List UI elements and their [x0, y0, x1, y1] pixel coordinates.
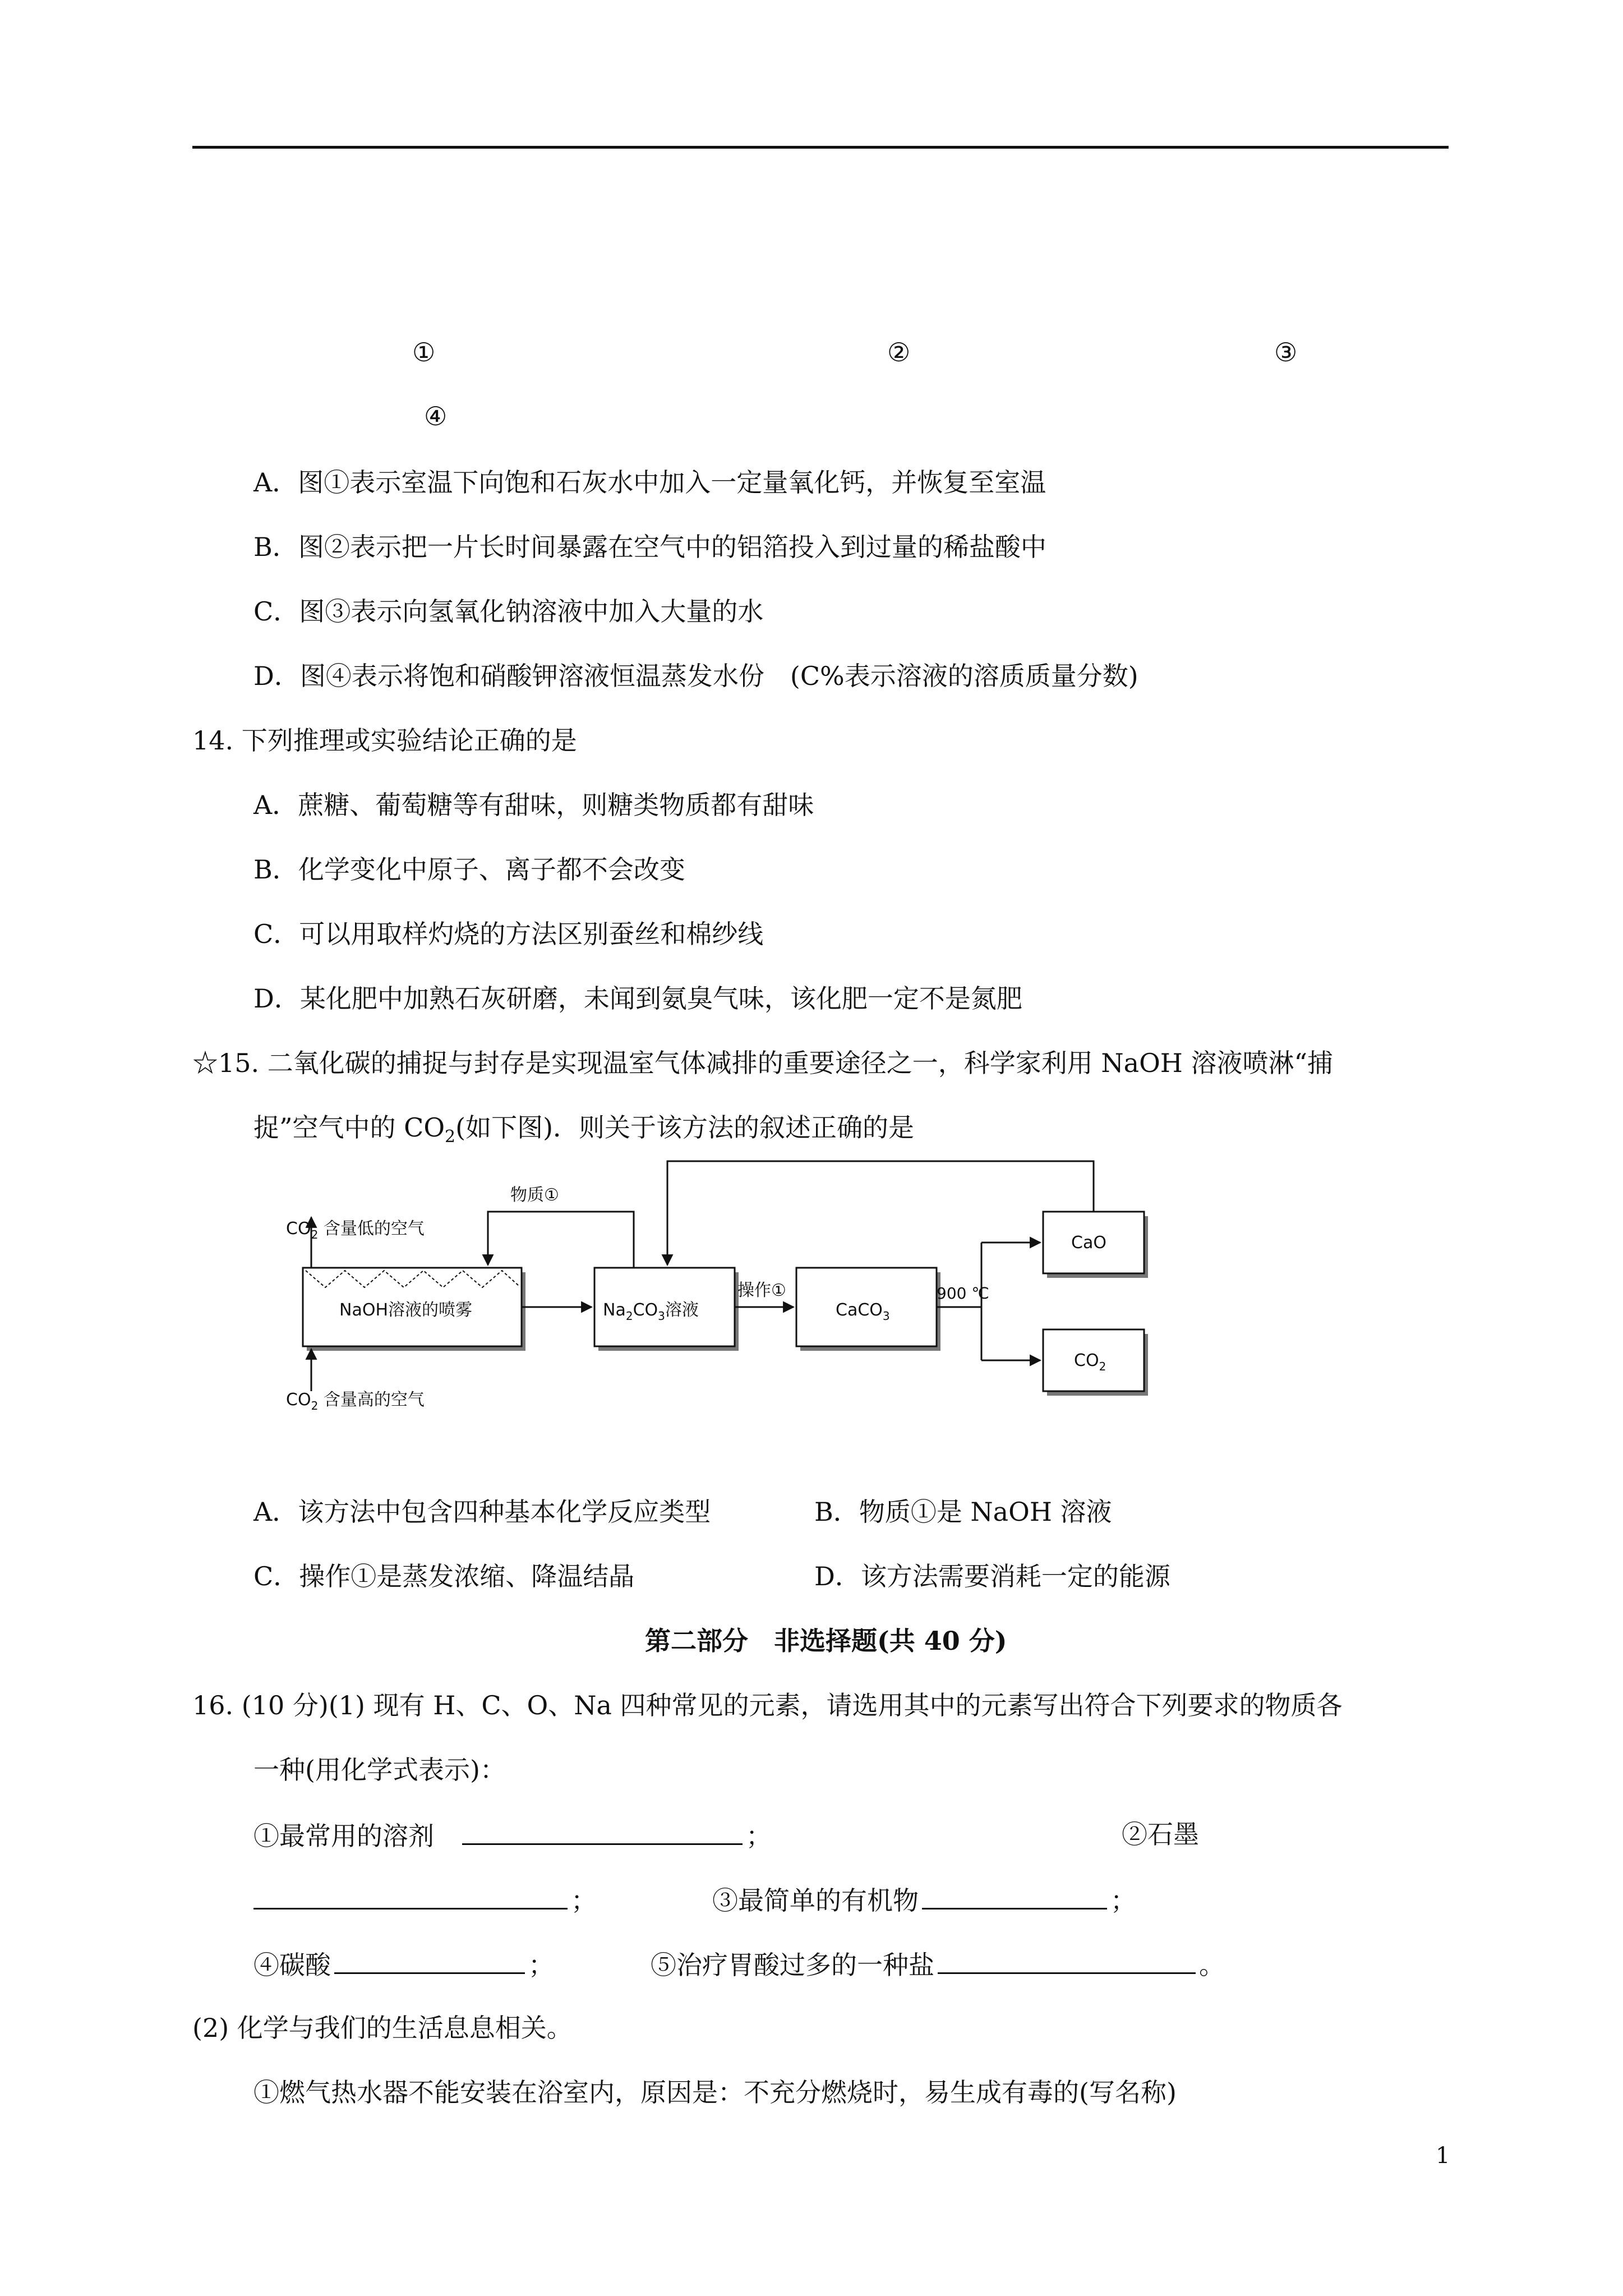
q16-line1: 16. (10 分)(1) 现有 H、C、O、Na 四种常见的元素，请选用其中的元素写出符合下列要求的物质各	[192, 1690, 1343, 1720]
q14-stem: 14. 下列推理或实验结论正确的是	[192, 725, 577, 756]
q15-option-b: B．物质①是 NaOH 溶液	[814, 1497, 1112, 1527]
q16-item2: ②石墨	[1122, 1819, 1199, 1849]
co2-product-label: $CO_2$	[1074, 1351, 1106, 1373]
substance1-label: 物质①	[510, 1185, 559, 1205]
graph-label-1: ①	[412, 337, 436, 367]
q16-item4: ④碳酸 ；	[253, 1947, 554, 1982]
na2co3-label: $Na_2CO_3$溶液	[603, 1300, 699, 1323]
graph-label-3: ③	[1274, 337, 1298, 367]
co2-capture-flow-diagram	[264, 1156, 1161, 1419]
q15-option-c: C．操作①是蒸发浓缩、降温结晶	[253, 1561, 635, 1591]
q16-line2: 一种(用化学式表示)：	[253, 1755, 506, 1785]
low-co2-air-label: $CO_2$ 含量低的空气	[286, 1219, 425, 1241]
q14-option-b: B．化学变化中原子、离子都不会改变	[253, 854, 685, 885]
q13-option-c: C．图③表示向氢氧化钠溶液中加入大量的水	[253, 596, 764, 627]
q16-part2-label: (2) 化学与我们的生活息息相关。	[192, 2013, 573, 2043]
answer-blank[interactable]	[938, 1947, 1196, 1974]
q15-stem-line2: 捉”空气中的 $CO_2$(如下图)．则关于该方法的叙述正确的是	[253, 1112, 915, 1147]
q14-option-d: D．某化肥中加熟石灰研磨，未闻到氨臭气味，该化肥一定不是氮肥	[253, 983, 1022, 1014]
q15-option-a: A．该方法中包含四种基本化学反应类型	[253, 1497, 711, 1527]
q15-stem-line1: ☆15. 二氧化碳的捕捉与封存是实现温室气体减排的重要途径之一，科学家利用 NaOH 溶液喷淋“捕	[192, 1048, 1334, 1078]
caco3-label: CaCO$_3$	[836, 1300, 890, 1323]
q16-item5: ⑤治疗胃酸过多的一种盐 。	[651, 1947, 1225, 1982]
q16-item3: ③最简单的有机物 ；	[712, 1882, 1136, 1917]
naoh-spray-label: NaOH溶液的喷雾	[339, 1300, 472, 1320]
temperature-label: 900 ℃	[937, 1284, 989, 1303]
q16-item1: ①最常用的溶剂 ；	[253, 1818, 772, 1853]
q14-option-c: C．可以用取样灼烧的方法区别蚕丝和棉纱线	[253, 919, 764, 949]
answer-blank[interactable]	[462, 1818, 743, 1845]
high-co2-air-label: $CO_2$ 含量高的空气	[286, 1390, 425, 1412]
answer-blank[interactable]	[334, 1947, 525, 1974]
answer-blank[interactable]	[253, 1882, 568, 1910]
cao-label: CaO	[1071, 1233, 1106, 1253]
header-rule	[192, 146, 1449, 149]
q13-option-b: B．图②表示把一片长时间暴露在空气中的铝箔投入到过量的稀盐酸中	[253, 532, 1046, 562]
q16-item2-answer: ；	[253, 1882, 597, 1917]
operation1-label: 操作①	[737, 1281, 786, 1300]
graph-label-2: ②	[887, 337, 911, 367]
q13-option-a: A．图①表示室温下向饱和石灰水中加入一定量氧化钙，并恢复至室温	[253, 467, 1046, 498]
graph-label-4: ④	[424, 401, 448, 431]
answer-blank[interactable]	[922, 1882, 1107, 1910]
q13-option-d: D．图④表示将饱和硝酸钾溶液恒温蒸发水份 (C%表示溶液的溶质质量分数)	[253, 661, 1138, 691]
q16-part2-item1: ①燃气热水器不能安装在浴室内，原因是：不充分燃烧时，易生成有毒的(写名称)	[253, 2077, 1177, 2108]
part2-title: 第二部分 非选择题(共 40 分)	[645, 1626, 1007, 1656]
q14-option-a: A．蔗糖、葡萄糖等有甜味，则糖类物质都有甜味	[253, 790, 814, 820]
q15-option-d: D．该方法需要消耗一定的能源	[814, 1561, 1170, 1591]
page-number: 1	[1436, 2143, 1450, 2169]
